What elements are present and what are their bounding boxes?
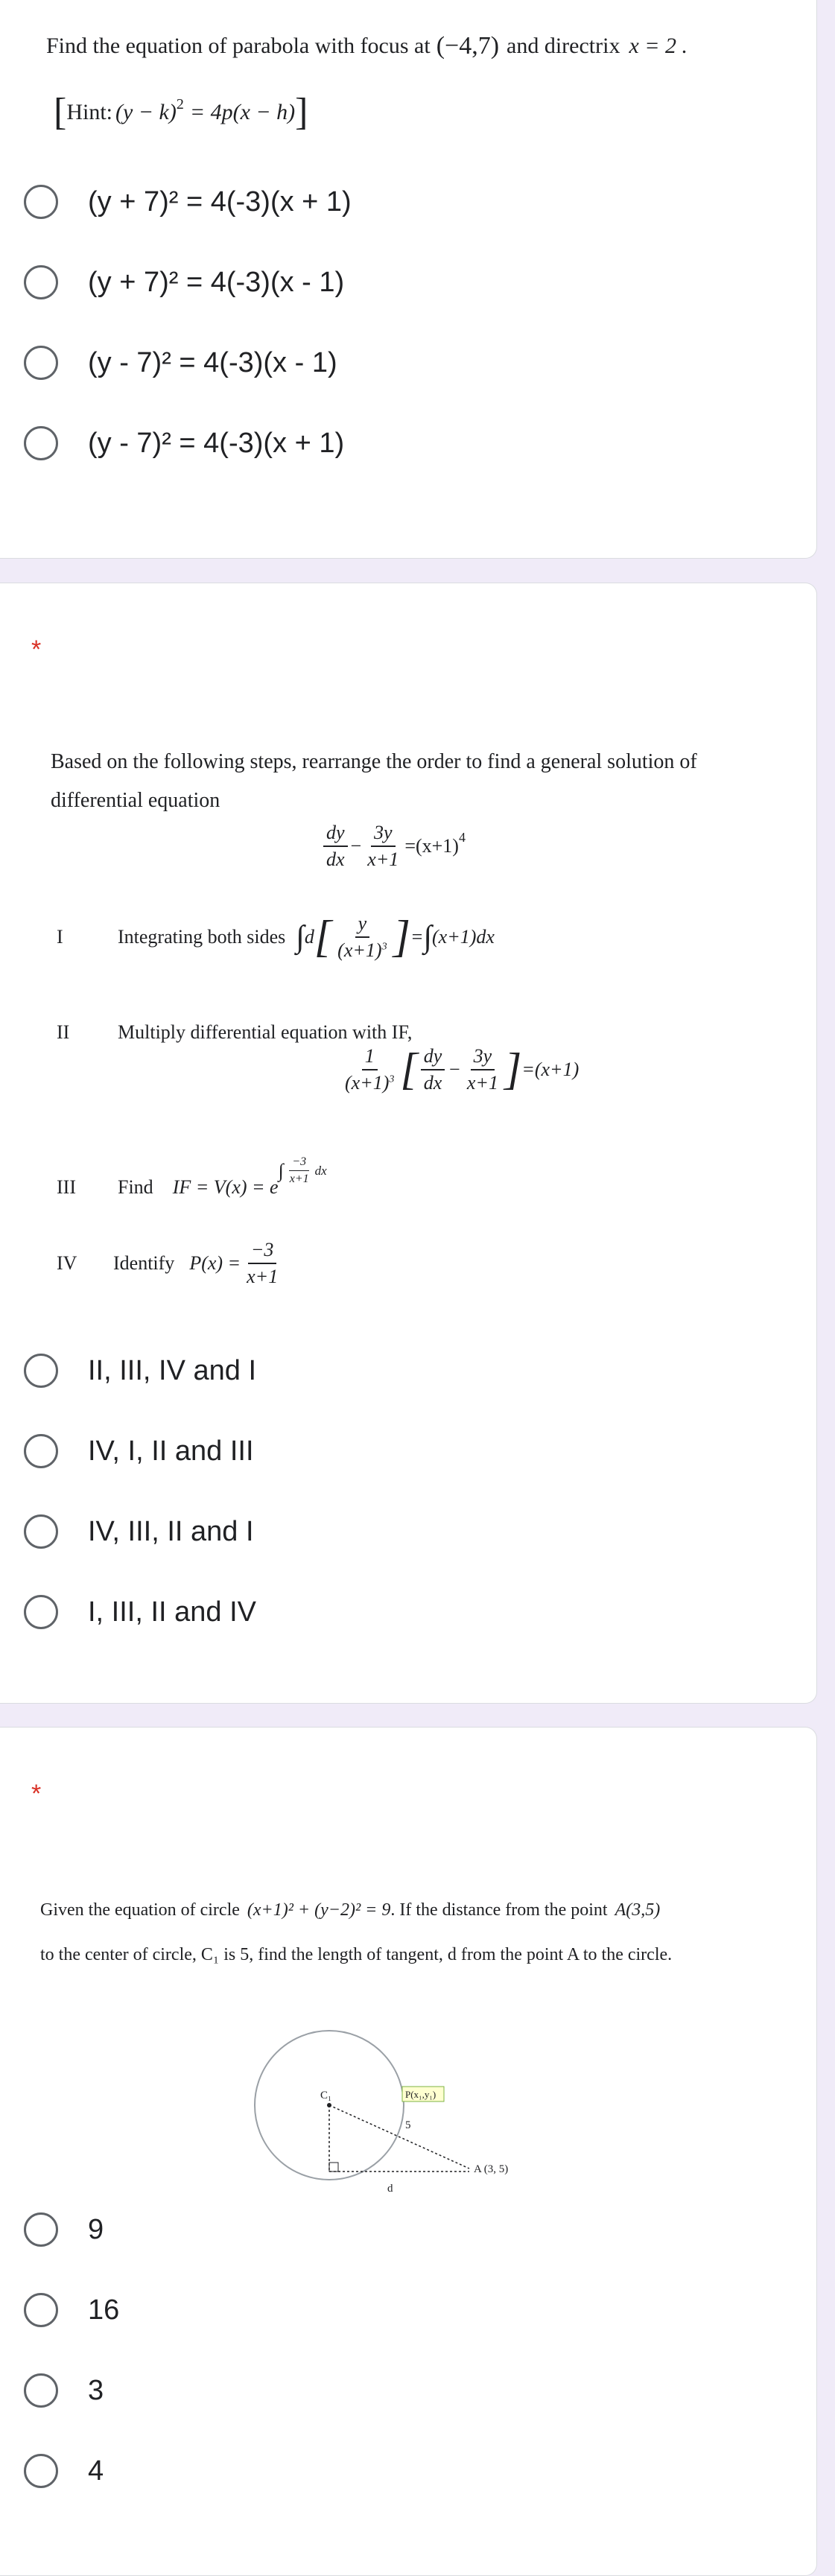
- q3-option-1-label: 9: [88, 2213, 104, 2245]
- q2-question-line1: Based on the following steps, rearrange the order to find a general solution of: [51, 750, 697, 773]
- radio-button[interactable]: [24, 2373, 58, 2408]
- q3-option-3[interactable]: [24, 2367, 694, 2414]
- q1-hint-rhs: = 4p(x − h): [189, 99, 296, 124]
- q1-option-2[interactable]: [24, 258, 694, 306]
- q2-option-2-label: IV, I, II and III: [88, 1435, 254, 1467]
- step-1-formula: ∫ d [ $\frac{y}{(x+1)^3}$ ] = ∫ (x+1)dx: [296, 912, 495, 961]
- label-p: P(x₁,y₁): [405, 2089, 436, 2100]
- q3-option-4[interactable]: [24, 2447, 694, 2495]
- q3-question-line1: [40, 1900, 660, 1920]
- q3-question-line2: [40, 1945, 672, 1965]
- radio-button[interactable]: [24, 346, 58, 380]
- eq-x1: x+1: [367, 848, 399, 870]
- q1-question-text: [46, 32, 688, 60]
- q2-option-4-label: I, III, II and IV: [88, 1596, 256, 1628]
- q3-line1-tail: . If the distance from the point: [390, 1900, 608, 1920]
- q3-point-a: A(3,5): [615, 1900, 661, 1920]
- eq-3y: 3y: [371, 822, 396, 847]
- q3-circle-equation: (x+1)² + (y−2)² = 9: [247, 1900, 391, 1920]
- step-3-exponent: ∫ $\frac{-3}{x+1}$ dx: [278, 1155, 327, 1185]
- q1-question-lead: Find the equation of parabola with focus at: [46, 34, 431, 58]
- q1-option-2-label: (y + 7)² = 4(-3)(x - 1): [88, 266, 345, 298]
- label-a: A (3, 5): [474, 2163, 509, 2175]
- step-3-formula: IF = V(x) = e: [172, 1176, 279, 1198]
- q1-directrix: x = 2 .: [629, 34, 688, 58]
- q1-hint-lhs: (y − k): [115, 99, 177, 124]
- step-2-formula: $\frac{1}{(x+1)^3}$ [ $\frac{dy}{dx}$ − $\frac{3y}{x+1}$ ] =(x+1): [345, 1044, 580, 1094]
- q2-step-3: [57, 1155, 327, 1202]
- radio-button[interactable]: [24, 265, 58, 299]
- q2-option-1-label: II, III, IV and I: [88, 1354, 256, 1386]
- q1-hint-exp: 2: [176, 96, 184, 112]
- required-asterisk: *: [31, 1780, 42, 1808]
- label-5: 5: [405, 2119, 411, 2131]
- q2-option-2[interactable]: [24, 1427, 694, 1475]
- q1-focus: (−4,7): [436, 32, 500, 60]
- q2-option-3-label: IV, III, II and I: [88, 1515, 254, 1547]
- required-asterisk: *: [31, 635, 42, 664]
- step-4-num: IV: [57, 1252, 77, 1274]
- q2-main-equation: $\frac{dy}{dx}$ − $\frac{3y}{x+1}$ =(x+1) $^4$: [320, 822, 466, 871]
- center-to-a-line: [329, 2105, 469, 2169]
- radio-button[interactable]: [24, 1514, 58, 1549]
- step-2-num: II: [57, 1021, 70, 1043]
- q1-option-1[interactable]: [24, 178, 694, 226]
- step-3-text: Find: [118, 1176, 153, 1198]
- question-card-parabola: [0, 0, 817, 559]
- radio-button[interactable]: [24, 2293, 58, 2327]
- q1-option-3[interactable]: [24, 339, 694, 387]
- q2-option-3[interactable]: [24, 1508, 694, 1555]
- step-3-num: III: [57, 1176, 76, 1198]
- radio-button[interactable]: [24, 1354, 58, 1388]
- q2-question-text: [51, 743, 697, 820]
- q2-question-line2: differential equation: [51, 789, 220, 812]
- q3-line2: to the center of circle, C₁ is 5, find the length of tangent, d from the point A to the circle.: [40, 1945, 673, 1964]
- q3-option-1[interactable]: [24, 2206, 694, 2253]
- q2-step-1: [57, 911, 495, 962]
- eq-rhs: =(x+1): [404, 835, 459, 857]
- q3-option-2[interactable]: [24, 2286, 694, 2334]
- step-4-formula: P(x) =: [189, 1252, 241, 1274]
- step-4-text: Identify: [113, 1252, 175, 1274]
- q3-option-2-label: 16: [88, 2294, 120, 2326]
- radio-button[interactable]: [24, 1434, 58, 1468]
- q2-option-4[interactable]: [24, 1588, 694, 1636]
- question-card-circle-tangent: [0, 1727, 817, 2576]
- label-c1: C₁: [320, 2090, 332, 2101]
- q1-directrix-label: and directrix: [507, 34, 620, 58]
- radio-button[interactable]: [24, 2454, 58, 2488]
- eq-dx: dx: [326, 848, 345, 870]
- q3-line1-lead: Given the equation of circle: [40, 1900, 240, 1920]
- eq-dy: dy: [323, 822, 348, 847]
- radio-button[interactable]: [24, 185, 58, 219]
- right-angle-mark: [329, 2163, 338, 2171]
- q1-option-1-label: (y + 7)² = 4(-3)(x + 1): [88, 185, 352, 218]
- radio-button[interactable]: [24, 426, 58, 460]
- step-2-text: Multiply differential equation with IF,: [118, 1021, 413, 1043]
- q2-option-1[interactable]: [24, 1347, 694, 1395]
- q1-option-4-label: (y - 7)² = 4(-3)(x + 1): [88, 427, 345, 459]
- center-dot: [327, 2103, 331, 2107]
- q1-hint: [ Hint: (y − k) $^2$ = 4p(x − h) ]: [54, 91, 308, 133]
- step-1-text: Integrating both sides: [118, 925, 286, 948]
- radio-button[interactable]: [24, 2212, 58, 2247]
- q1-option-4[interactable]: [24, 419, 694, 467]
- q1-hint-label: Hint:: [66, 99, 112, 124]
- step-1-num: I: [57, 925, 63, 948]
- question-card-differential: [0, 583, 817, 1704]
- q1-option-3-label: (y - 7)² = 4(-3)(x - 1): [88, 346, 337, 378]
- eq-exp: 4: [458, 829, 466, 845]
- q3-option-4-label: 4: [88, 2455, 104, 2487]
- label-d: d: [387, 2183, 393, 2195]
- radio-button[interactable]: [24, 1595, 58, 1629]
- tangent-diagram: [246, 2011, 544, 2197]
- q3-option-3-label: 3: [88, 2374, 104, 2406]
- q2-step-2: [57, 1021, 412, 1044]
- q2-step-4: IV Identify P(x) = $\frac{-3}{x+1}$: [57, 1239, 279, 1287]
